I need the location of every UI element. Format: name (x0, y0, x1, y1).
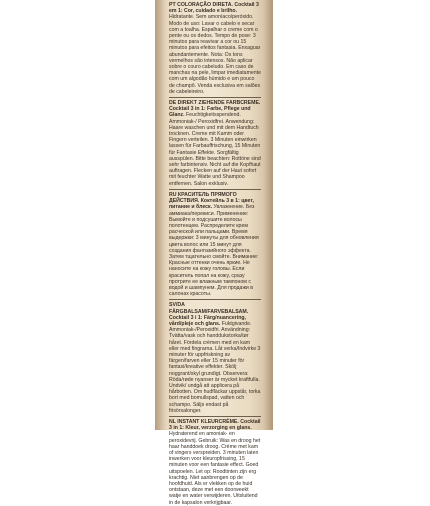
section-de-text: Feuchtigkeitsspendend. Ammoniak-/ Peroxidfrei. Anwendung: Haare waschen und mit dem Handtuch trocknen. Creme mit Kamm oder Fingern verteilen. 3 Minuten einwirken lassen für Farbauffrischung, 15 Minuten für Fantasie Effekte. Sorgfältig ausspülen. Bitte beachten: Rottöne sind sehr farbintensiv. Nicht auf die Kopfhaut auftragen. Flecken auf der Haut sofort mit feuchter Watte und Shampoo entfernen. Salon exklusiv. (169, 112, 261, 187)
section-divider (169, 189, 261, 190)
section-nl-heading: NL INSTANT KLEURCRÈME. Cocktail 3 in 1: Kleur, verzorging en glans. (169, 419, 261, 432)
section-sv-da-text: Fuktgivande. Ammoniak-/Peroxidfri. Användning: Tvätta/vask och handdukstorka/tør håret. Fördela crèmen med en kam eller med fingrarna. Låt verka/Indvirke 3 minuter för uppfriskning av färgen/farven eller 15 minuter för fantasi/kreative effekter. Skölj noggrant/skyl grundigt. Observera: Röda/røde nyanser är mycket kraftfulla. Undvik/ undgå att applicera på hårbotten. Om hudfläckar uppstår, torka bort med bomullspad, vatten och schampo. Säljs endast på frisörsalonger. (169, 320, 261, 414)
section-nl-text: Hydraterend en amoniak- en peroxidevrij. Gebruik: Was en droog het haar handdoek droog. Crème met kam of vingers verspreiden. 3 minuten laten inwerken voor kleuropfrissing, 15 minuten voor een fantasie effect. Goed uitspoelen. Let op: Roodtinten zijn erg krachtig. Niet aanbrengen op de hoofdhuid. Als er vlekken op de huid ontstaan, deze met een doorweekt watje en water verwijderen. Uitsluitend in de kapsalon verkrijgbaar. (169, 431, 261, 506)
section-divider (169, 299, 261, 300)
section-nl (169, 419, 261, 506)
section-pt (169, 2, 261, 95)
section-ru-heading: RU КРАСИТЕЛЬ ПРЯМОГО ДЕЙСТВИЯ. Коктейль 3 в 1: цвет, питание и блеск. (169, 191, 254, 211)
section-sv-da-heading: SV/DA FÄRGBALSAM/FARVEBALSAM. Cocktail 3 i 1: Färg/nuancering, vård/pleje och glans. (169, 302, 249, 327)
section-divider (169, 97, 261, 98)
section-ru-text: Увлажнение. Без аммиака/перекиси. Применение: Вымойте и подсушите волосы полотенцем. Распределите крем расческой или пальцами. Время выдержки: 3 минуты для обновления цвета волос или 15 минут для создания фантазийного эффекта. Затем тщательно смойте. Внимание: Красные оттенки очень яркие. Не наносите на кожу головы. Если краситель попал на кожу, сразу протрите ее влажным тампоном с водой и шампунем. Для продажи в салонах красоты. (169, 204, 259, 298)
section-sv-da (169, 302, 261, 414)
section-pt-text: Hidratante. Sem amoníaco/peróxido. Modo de uso: Lavar o cabelo e secar com a toalha. Espalhar o creme com o pente ou os dedos. Tempo de pose: 3 minutos para reavivar a cor ou 15 minutos para efeitos fantasia. Enxaguar abundantemente. Nota: Os tons vermelhos são intensos. Não aplicar sobre o couro cabeludo. Em caso de manchas na pele, limpar imediatamente com um algodão húmido e um pouco de champô. Venda exclusiva em salões de cabeleireiro. (169, 14, 261, 95)
section-divider (169, 416, 261, 417)
section-de (169, 100, 261, 187)
section-ru (169, 192, 261, 297)
color-tube (155, 0, 273, 506)
section-pt-heading: PT COLORAÇÃO DIRETA. Cocktail 3 em 1: Cor, cuidado e brilho. (169, 2, 259, 15)
section-de-heading: DE DIREKT ZIEHENDE FARBCREME. Cocktail 3 in 1: Farbe, Pflege und Glanz. (169, 100, 261, 119)
instruction-label (169, 2, 261, 506)
